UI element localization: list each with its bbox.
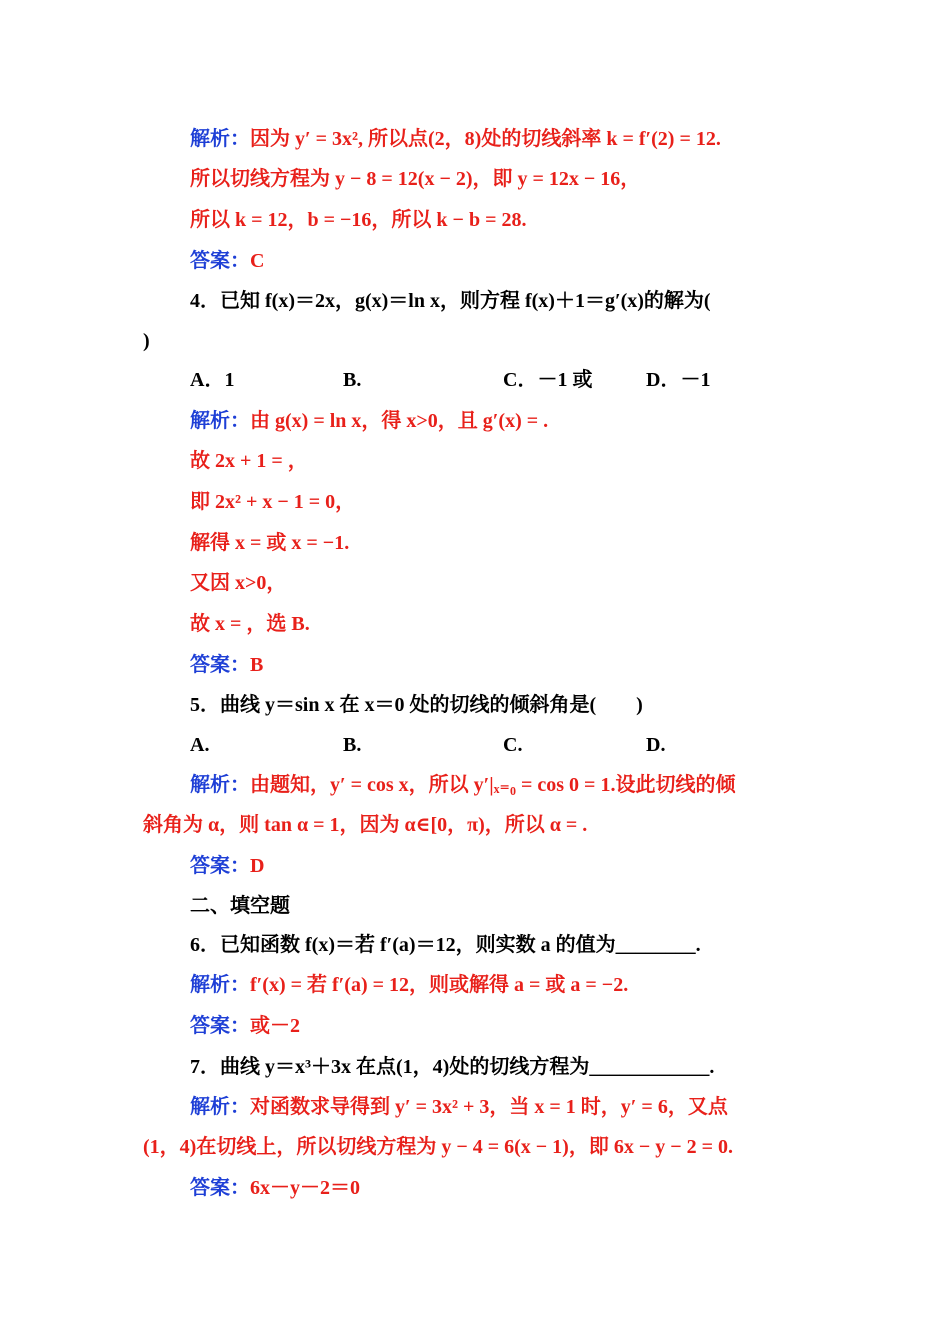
analysis-line: 故 x = ，选 B. — [190, 613, 310, 635]
answer-value: 6x－y－2＝0 — [250, 1177, 360, 1199]
analysis-text: 由 g(x) = ln x，得 x>0，且 g′(x) = . — [250, 410, 549, 432]
answer-label: 答案： — [190, 1177, 250, 1199]
analysis-line: 又因 x>0， — [190, 572, 287, 594]
answer-value: B — [250, 654, 264, 676]
analysis-label: 解析： — [190, 410, 250, 432]
option-c: C. — [503, 734, 523, 756]
analysis-line: 斜角为 α，则 tan α = 1，因为 α∈[0，π)，所以 α = . — [143, 814, 588, 836]
option-a: A. — [190, 734, 210, 756]
analysis-line — [190, 770, 810, 800]
question-5-options — [190, 730, 810, 760]
question-4-stem-cont: ) — [143, 330, 150, 352]
question-4-options — [190, 365, 810, 395]
answer-line — [190, 1011, 810, 1041]
answer-value: 或－2 — [250, 1015, 300, 1037]
analysis-line: (1，4)在切线上，所以切线方程为 y − 4 = 6(x − 1)，即 6x − y − 2 = 0. — [143, 1136, 734, 1158]
question-5-stem: 5．曲线 y＝sin x 在 x＝0 处的切线的倾斜角是( ) — [190, 694, 643, 716]
analysis-text: f′(x) = 若 f′(a) = 12，则或解得 a = 或 a = −2. — [250, 974, 629, 996]
analysis-line — [190, 970, 810, 1000]
option-d: D．－1 — [646, 369, 711, 391]
analysis-line — [190, 1092, 810, 1122]
analysis-line — [190, 124, 810, 154]
answer-line — [190, 1173, 810, 1203]
answer-line — [190, 650, 810, 680]
analysis-line: 即 2x² + x − 1 = 0， — [190, 491, 356, 513]
analysis-text: 由题知，y′ = cos x，所以 y′|ₓ₌₀ = cos 0 = 1.设此切线的倾 — [250, 774, 736, 796]
option-a: A．1 — [190, 369, 235, 391]
option-d: D. — [646, 734, 666, 756]
answer-label: 答案： — [190, 250, 250, 272]
analysis-text: 因为 y′ = 3x², 所以点(2，8)处的切线斜率 k = f′(2) = 12. — [250, 128, 721, 150]
answer-line — [190, 246, 810, 276]
answer-label: 答案： — [190, 855, 250, 877]
analysis-line: 所以 k = 12，b = −16，所以 k − b = 28. — [190, 209, 527, 231]
analysis-label: 解析： — [190, 1096, 250, 1118]
section-heading: 二、填空题 — [190, 895, 290, 917]
analysis-line: 所以切线方程为 y − 8 = 12(x − 2)，即 y = 12x − 16， — [190, 168, 641, 190]
analysis-line: 故 2x + 1 = ， — [190, 450, 308, 472]
analysis-label: 解析： — [190, 974, 250, 996]
answer-label: 答案： — [190, 654, 250, 676]
analysis-line — [190, 406, 810, 436]
analysis-text: 对函数求导得到 y′ = 3x² + 3，当 x = 1 时，y′ = 6，又点 — [250, 1096, 728, 1118]
answer-value: C — [250, 250, 265, 272]
answer-line — [190, 851, 810, 881]
question-7-stem: 7．曲线 y＝x³＋3x 在点(1，4)处的切线方程为____________. — [190, 1056, 715, 1078]
answer-value: D — [250, 855, 265, 877]
option-b: B. — [343, 734, 362, 756]
option-c: C．－1 或 — [503, 369, 593, 391]
question-4-stem: 4．已知 f(x)＝2x，g(x)＝ln x，则方程 f(x)＋1＝g′(x)的解为( — [190, 290, 711, 312]
question-6-stem: 6．已知函数 f(x)＝若 f′(a)＝12，则实数 a 的值为________. — [190, 934, 701, 956]
analysis-line: 解得 x = 或 x = −1. — [190, 532, 350, 554]
analysis-label: 解析： — [190, 774, 250, 796]
answer-label: 答案： — [190, 1015, 250, 1037]
analysis-label: 解析： — [190, 128, 250, 150]
option-b: B. — [343, 369, 362, 391]
